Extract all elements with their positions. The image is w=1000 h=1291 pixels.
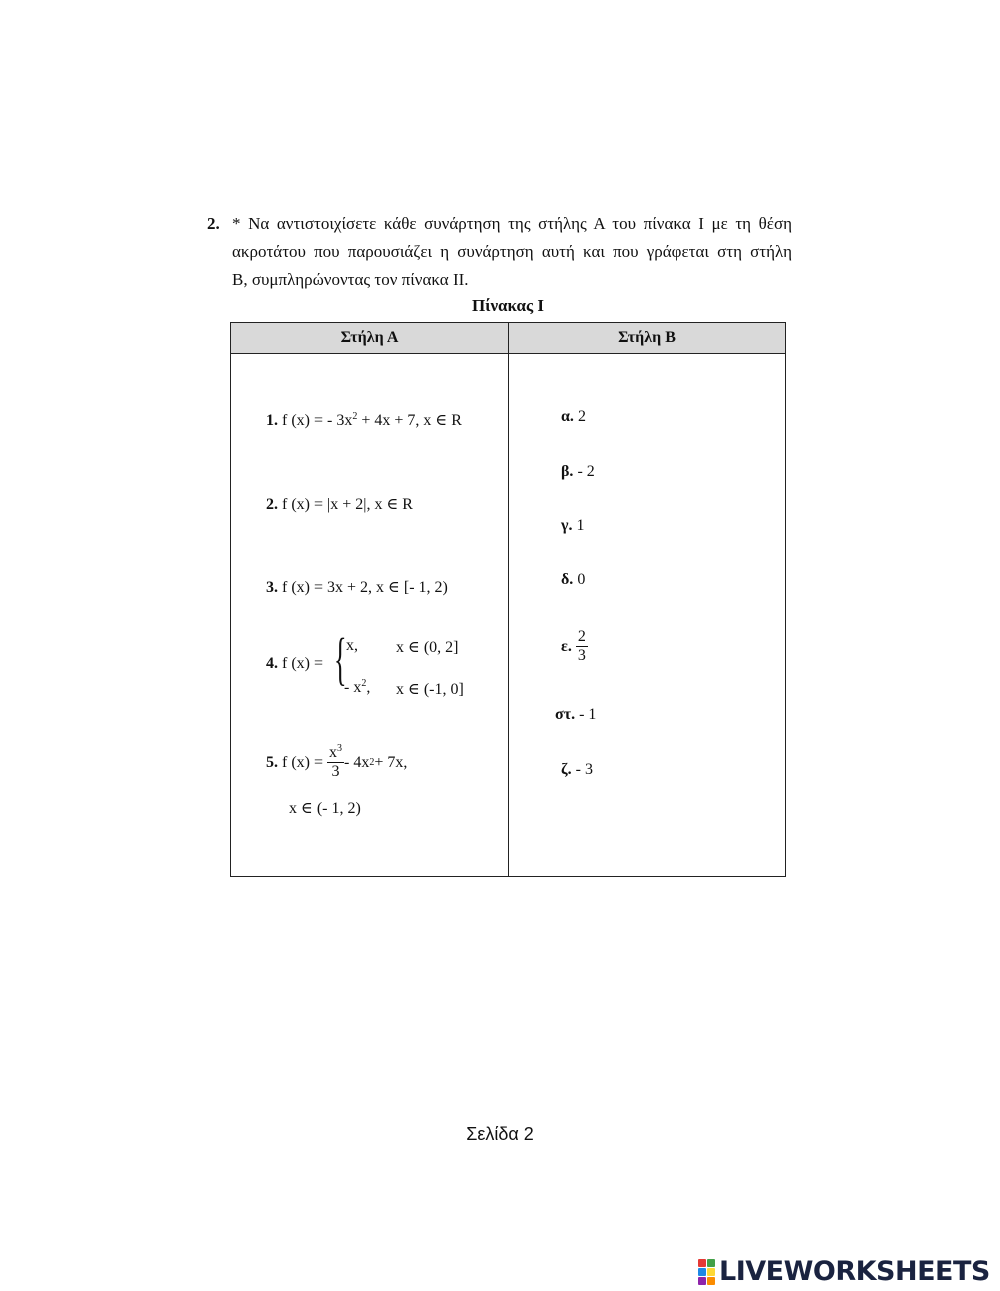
function-4-case-2-expr <box>344 679 370 697</box>
answer-st <box>555 706 596 724</box>
answer-gamma-value: 1 <box>576 517 585 534</box>
function-3 <box>266 577 448 597</box>
logo-square-icon <box>698 1277 706 1285</box>
answer-beta-value: - 2 <box>577 463 595 480</box>
function-5-lhs: f (x) = <box>282 753 324 771</box>
function-3-number: 3. <box>266 579 278 596</box>
function-4-case-1-domain: x ∈ (0, 2] <box>396 639 459 656</box>
answer-alpha-label: α. <box>561 408 574 425</box>
function-4-case-2-base: - x <box>344 679 362 696</box>
answer-beta-label: β. <box>561 463 574 480</box>
function-5-fraction-denominator: 3 <box>331 763 340 780</box>
column-b-header: Στήλη Β <box>618 329 676 346</box>
answer-epsilon-fraction <box>576 628 588 665</box>
column-a-header: Στήλη Α <box>340 329 399 346</box>
function-3-text: f (x) = 3x + 2, x ∈ [- 1, 2) <box>282 579 448 596</box>
answer-epsilon-label: ε. <box>561 637 572 655</box>
answer-delta-value: 0 <box>577 571 586 588</box>
question-line-3: Β, συμπληρώνοντας τον πίνακα ΙΙ. <box>232 270 469 289</box>
logo-square-icon <box>707 1259 715 1267</box>
function-5-fraction <box>327 744 344 781</box>
logo-grid-icon <box>698 1259 715 1285</box>
answer-zeta <box>561 761 593 779</box>
liveworksheets-logo <box>698 1256 990 1287</box>
answer-alpha-value: 2 <box>577 408 586 425</box>
question-number: 2. <box>207 214 220 233</box>
answer-epsilon <box>561 628 588 665</box>
answer-zeta-value: - 3 <box>575 761 593 778</box>
answer-epsilon-numerator: 2 <box>577 628 586 645</box>
function-4-lhs: f (x) = <box>282 655 324 672</box>
function-4-case-2-exponent: 2 <box>361 678 367 689</box>
function-2 <box>266 494 413 514</box>
function-5-rest-b: + 7x, <box>374 753 408 771</box>
function-1 <box>266 410 462 430</box>
logo-square-icon <box>698 1268 706 1276</box>
logo-square-icon <box>707 1268 715 1276</box>
function-5-numerator-base: x <box>329 744 338 761</box>
question-line-1: * Να αντιστοιχίσετε κάθε συνάρτηση της στήλης Α του πίνακα Ι με τη θέση <box>232 214 792 233</box>
function-1-exponent: 2 <box>352 411 358 422</box>
answer-epsilon-denominator: 3 <box>577 647 586 664</box>
function-4 <box>266 655 323 673</box>
function-2-text: f (x) = |x + 2|, x ∈ R <box>282 496 413 513</box>
answer-st-value: - 1 <box>579 706 597 723</box>
function-5-numerator-exponent: 3 <box>337 743 343 754</box>
logo-square-icon <box>698 1259 706 1267</box>
answer-zeta-label: ζ. <box>561 761 572 778</box>
page-number: Σελίδα 2 <box>466 1124 534 1144</box>
function-5-rest-a: - 4x <box>344 753 370 771</box>
answer-alpha <box>561 408 586 426</box>
function-4-case-1-expr: x, <box>346 637 358 654</box>
answer-beta <box>561 463 595 481</box>
function-5: 5. f (x) = $\frac{x^3}{3}$ - 4x 2 + 7x, <box>266 743 408 780</box>
brand-name: LIVEWORKSHEETS <box>719 1256 990 1287</box>
answer-delta <box>561 571 585 589</box>
piecewise-brace: { <box>334 626 347 691</box>
function-5-domain: x ∈ (- 1, 2) <box>289 800 361 817</box>
function-4-case-2-comma: , <box>366 679 371 696</box>
table-title: Πίνακας Ι <box>471 296 545 315</box>
function-5-number: 5. <box>266 753 278 771</box>
column-divider <box>508 323 509 876</box>
function-1-text-b: + 4x + 7, x ∈ R <box>357 412 462 429</box>
answer-gamma-label: γ. <box>561 517 573 534</box>
function-4-number: 4. <box>266 655 278 672</box>
matching-table <box>230 322 786 877</box>
function-1-text-a: f (x) = - 3x <box>282 412 353 429</box>
question-line-2: ακροτάτου που παρουσιάζει η συνάρτηση αυτή και που γράφεται στη στήλη <box>232 242 792 261</box>
logo-square-icon <box>707 1277 715 1285</box>
answer-st-label: στ. <box>555 706 576 723</box>
answer-gamma <box>561 517 584 535</box>
function-2-number: 2. <box>266 496 278 513</box>
function-1-number: 1. <box>266 412 278 429</box>
answer-delta-label: δ. <box>561 571 574 588</box>
function-5-fraction-numerator <box>327 744 344 763</box>
function-4-case-2-domain: x ∈ (-1, 0] <box>396 681 464 698</box>
